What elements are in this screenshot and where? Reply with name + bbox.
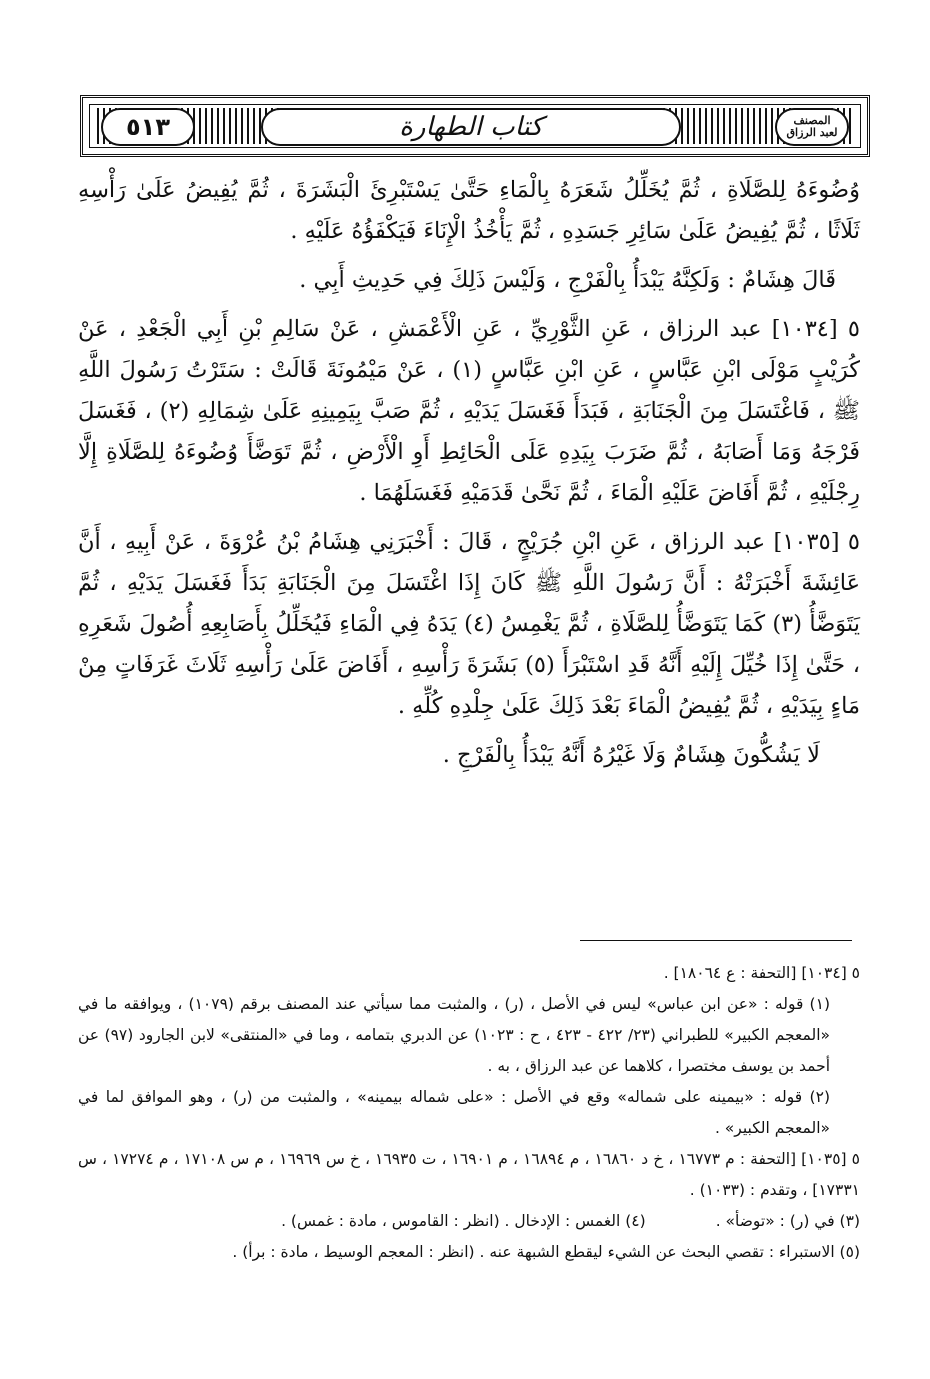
main-text [78, 170, 860, 776]
footnote-ref-1035: ٥ [١٠٣٥] [التحفة : م ١٦٧٧٣ ، خ د ١٦٨٦٠ ، م ١٦٨٩٤ ، م ١٦٩٠١ ، ت ١٦٩٣٥ ، خ س ١٦٩٦٩ ، م س ١٧١٠٨ ، م ١٧٢٧٤ ، س ١٧٣٣١] ، وتقدم : (١٠٣٣) . [78, 1150, 860, 1199]
logo-line-1: المصنف [793, 114, 831, 127]
publisher-logo [775, 108, 849, 146]
footnote-divider [580, 940, 852, 941]
paragraph-1: وُضُوءَهُ لِلصَّلَاةِ ، ثُمَّ يُخَلِّلُ شَعَرَهُ بِالْمَاءِ حَتَّىٰ يَسْتَبْرِئَ الْبَشَرَةَ ، ثُمَّ يُفِيضُ عَلَىٰ رَأْسِهِ ثَلَاثًا ، ثُمَّ يُفِيضُ عَلَىٰ سَائِرِ جَسَدِهِ ، ثُمَّ يَأْخُذُ الْإِنَاءَ فَيَكْفَؤُهُ عَلَيْهِ . [78, 177, 860, 244]
page-number: ٥١٣ [101, 108, 195, 146]
closing-line: لَا يَشُكُّونَ هِشَامٌ وَلَا غَيْرُهُ أَنَّهُ يَبْدَأُ بِالْفَرْجِ . [442, 742, 820, 768]
footnote-5: (٥) الاستبراء : تقصي البحث عن الشيء ليقطع الشبهة عنه . (انظر : المعجم الوسيط ، مادة : برأ) . [232, 1243, 860, 1261]
footnote-2: (٢) قوله : «بيمينه على شماله» وقع في الأصل : «على شماله بيمينه» ، والمثبت من (ر) ، وهو الموافق لما في «المعجم الكبير» . [78, 1088, 830, 1137]
footnotes [78, 958, 860, 1268]
logo-line-2: لعبد الرزاق [786, 126, 838, 139]
hadith-1035: ٥ [١٠٣٥] عبد الرزاق ، عَنِ ابْنِ جُرَيْجٍ ، قَالَ : أَخْبَرَنِي هِشَامُ بْنُ عُرْوَةَ ، عَنْ أَبِيهِ ، أَنَّ عَائِشَةَ أَخْبَرَتْهُ : أَنَّ رَسُولَ اللَّهِ ﷺ كَانَ إِذَا اغْتَسَلَ مِنَ الْجَنَابَةِ بَدَأَ فَغَسَلَ يَدَيْهِ ، ثُمَّ يَتَوَضَّأُ (٣) كَمَا يَتَوَضَّأُ لِلصَّلَاةِ ، ثُمَّ يَغْمِسُ (٤) يَدَهُ فِي الْمَاءِ فَيُخَلِّلُ بِأَصَابِعِهِ أُصُولَ شَعَرِهِ ، حَتَّىٰ إِذَا خُيِّلَ إِلَيْهِ أَنَّهُ قَدِ اسْتَبْرَأَ (٥) بَشَرَةَ رَأْسِهِ ، أَفَاضَ عَلَىٰ رَأْسِهِ ثَلَاثَ غَرَفَاتٍ مِنْ مَاءٍ بِيَدَيْهِ ، ثُمَّ يُفِيضُ الْمَاءَ بَعْدَ ذَلِكَ عَلَىٰ جِلْدِهِ كُلِّهِ . [78, 529, 860, 719]
footnote-pair [78, 1206, 860, 1237]
footnote-1: (١) قوله : «عن ابن عباس» ليس في الأصل ، (ر) ، والمثبت مما سيأتي عند المصنف برقم (١٠٧٩) ، ويوافقه ما في «المعجم الكبير» للطبراني (٢٣/ ٤٢٢ - ٤٢٣ ، ح : ١٠٢٣) عن الدبري بتمامه ، وما في «المنتقى» لابن الجارود (٩٧) عن أحمد بن يوسف مختصرا ، كلاهما عن عبد الرزاق ، به . [78, 995, 830, 1075]
book-title: كتاب الطهارة [261, 108, 681, 146]
footnote-3: (٣) في (ر) : «توضأ» . [715, 1212, 860, 1230]
footnote-ref-1034: ٥ [١٠٣٤] [التحفة : ع ١٨٠٦٤] . [663, 964, 860, 982]
hadith-1034: ٥ [١٠٣٤] عبد الرزاق ، عَنِ الثَّوْرِيِّ ، عَنِ الْأَعْمَشِ ، عَنْ سَالِمِ بْنِ أَبِي الْجَعْدِ ، عَنْ كُرَيْبٍ مَوْلَى ابْنِ عَبَّاسٍ ، عَنِ ابْنِ عَبَّاسٍ (١) ، عَنْ مَيْمُونَةَ قَالَتْ : سَتَرْتُ رَسُولَ اللَّهِ ﷺ ، فَاغْتَسَلَ مِنَ الْجَنَابَةِ ، فَبَدَأَ فَغَسَلَ يَدَيْهِ ، ثُمَّ صَبَّ بِيَمِينِهِ عَلَىٰ شِمَالِهِ (٢) ، فَغَسَلَ فَرْجَهُ وَمَا أَصَابَهُ ، ثُمَّ ضَرَبَ بِيَدِهِ عَلَى الْحَائِطِ أَوِ الْأَرْضِ ، ثُمَّ تَوَضَّأَ وُضُوءَهُ لِلصَّلَاةِ إِلَّا رِجْلَيْهِ ، ثُمَّ أَفَاضَ عَلَيْهِ الْمَاءَ ، ثُمَّ نَحَّىٰ قَدَمَيْهِ فَغَسَلَهُمَا . [78, 316, 861, 506]
footnote-4: (٤) الغمس : الإدخال . (انظر : القاموس ، مادة : غمس) . [281, 1212, 646, 1230]
page-header [80, 95, 870, 157]
paragraph-2: قَالَ هِشَامٌ : وَلَكِنَّهُ يَبْدَأُ بِالْفَرْجِ ، وَلَيْسَ ذَلِكَ فِي حَدِيثِ أَبِي . [299, 267, 836, 293]
